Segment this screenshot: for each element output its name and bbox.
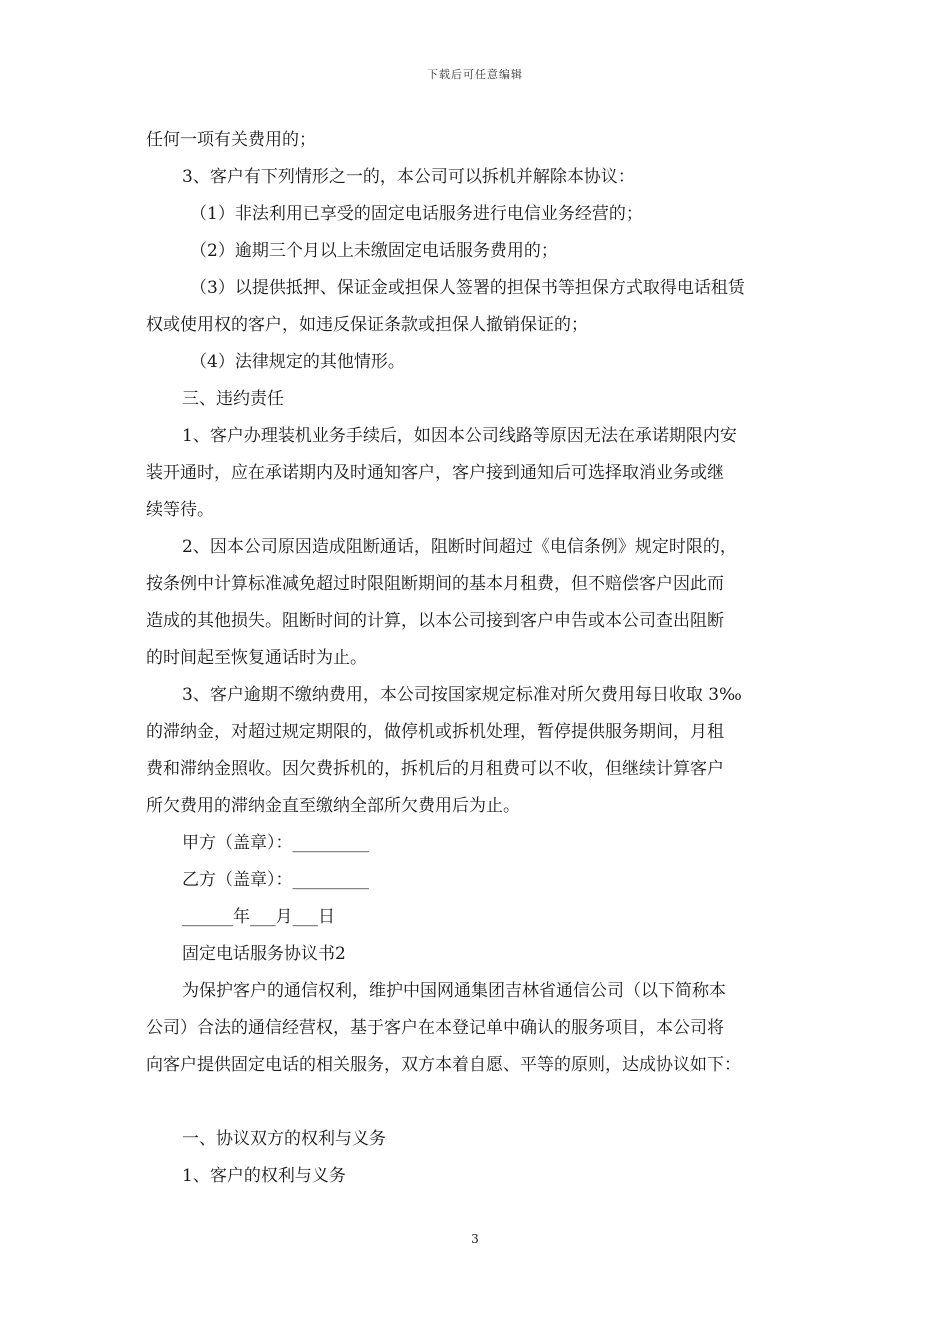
page-header: 下载后可任意编辑	[427, 68, 523, 81]
text-line: 乙方（盖章）：_________	[182, 870, 369, 890]
text-line: 固定电话服务协议书2	[182, 944, 346, 964]
page-number: 3	[471, 1232, 479, 1246]
text-line: 1、客户的权利与义务	[182, 1166, 346, 1186]
text-line: 向客户提供固定电话的相关服务，双方本着自愿、平等的原则，达成协议如下：	[146, 1055, 741, 1075]
text-line: （3）以提供抵押、保证金或担保人签署的担保书等担保方式取得电话租赁	[190, 278, 745, 298]
text-line: 3、客户有下列情形之一的，本公司可以拆机并解除本协议：	[182, 167, 635, 187]
text-line: （4）法律规定的其他情形。	[190, 352, 405, 372]
text-line: 按条例中计算标准减免超过时限阻断期间的基本月租费，但不赔偿客户因此而	[146, 574, 724, 594]
text-line: （2）逾期三个月以上未缴固定电话服务费用的；	[190, 241, 558, 261]
text-line	[146, 1084, 826, 1121]
text-line: 一、协议双方的权利与义务	[182, 1129, 386, 1149]
text-line: 权或使用权的客户，如违反保证条款或担保人撤销保证的；	[146, 315, 588, 335]
text-line: 三、违约责任	[182, 389, 284, 409]
text-line: 为保护客户的通信权利，维护中国网通集团吉林省通信公司（以下简称本	[182, 981, 726, 1001]
text-line: ______年___月___日	[182, 907, 335, 927]
text-line: 造成的其他损失。阻断时间的计算，以本公司接到客户申告或本公司查出阻断	[146, 611, 724, 631]
text-line: 所欠费用的滞纳金直至缴纳全部所欠费用后为止。	[146, 796, 520, 816]
text-line: 任何一项有关费用的；	[146, 130, 316, 150]
text-line: 续等待。	[146, 500, 214, 520]
text-line: 公司）合法的通信经营权，基于客户在本登记单中确认的服务项目，本公司将	[146, 1018, 724, 1038]
text-line: 装开通时，应在承诺期内及时通知客户，客户接到通知后可选择取消业务或继	[146, 463, 724, 483]
text-line: 1、客户办理装机业务手续后，如因本公司线路等原因无法在承诺期限内安	[182, 426, 737, 446]
text-line: 的时间起至恢复通话时为止。	[146, 648, 367, 668]
text-line: 3、客户逾期不缴纳费用，本公司按国家规定标准对所欠费用每日收取 3‰	[182, 685, 742, 705]
document-body	[146, 122, 826, 1195]
text-line: 2、因本公司原因造成阻断通话，阻断时间超过《电信条例》规定时限的，	[182, 537, 737, 557]
text-line: 费和滞纳金照收。因欠费拆机的，拆机后的月租费可以不收，但继续计算客户	[146, 759, 724, 779]
text-line: 甲方（盖章）：_________	[182, 833, 369, 853]
text-line: （1）非法利用已享受的固定电话服务进行电信业务经营的；	[190, 204, 643, 224]
text-line: 的滞纳金，对超过规定期限的，做停机或拆机处理，暂停提供服务期间，月租	[146, 722, 724, 742]
